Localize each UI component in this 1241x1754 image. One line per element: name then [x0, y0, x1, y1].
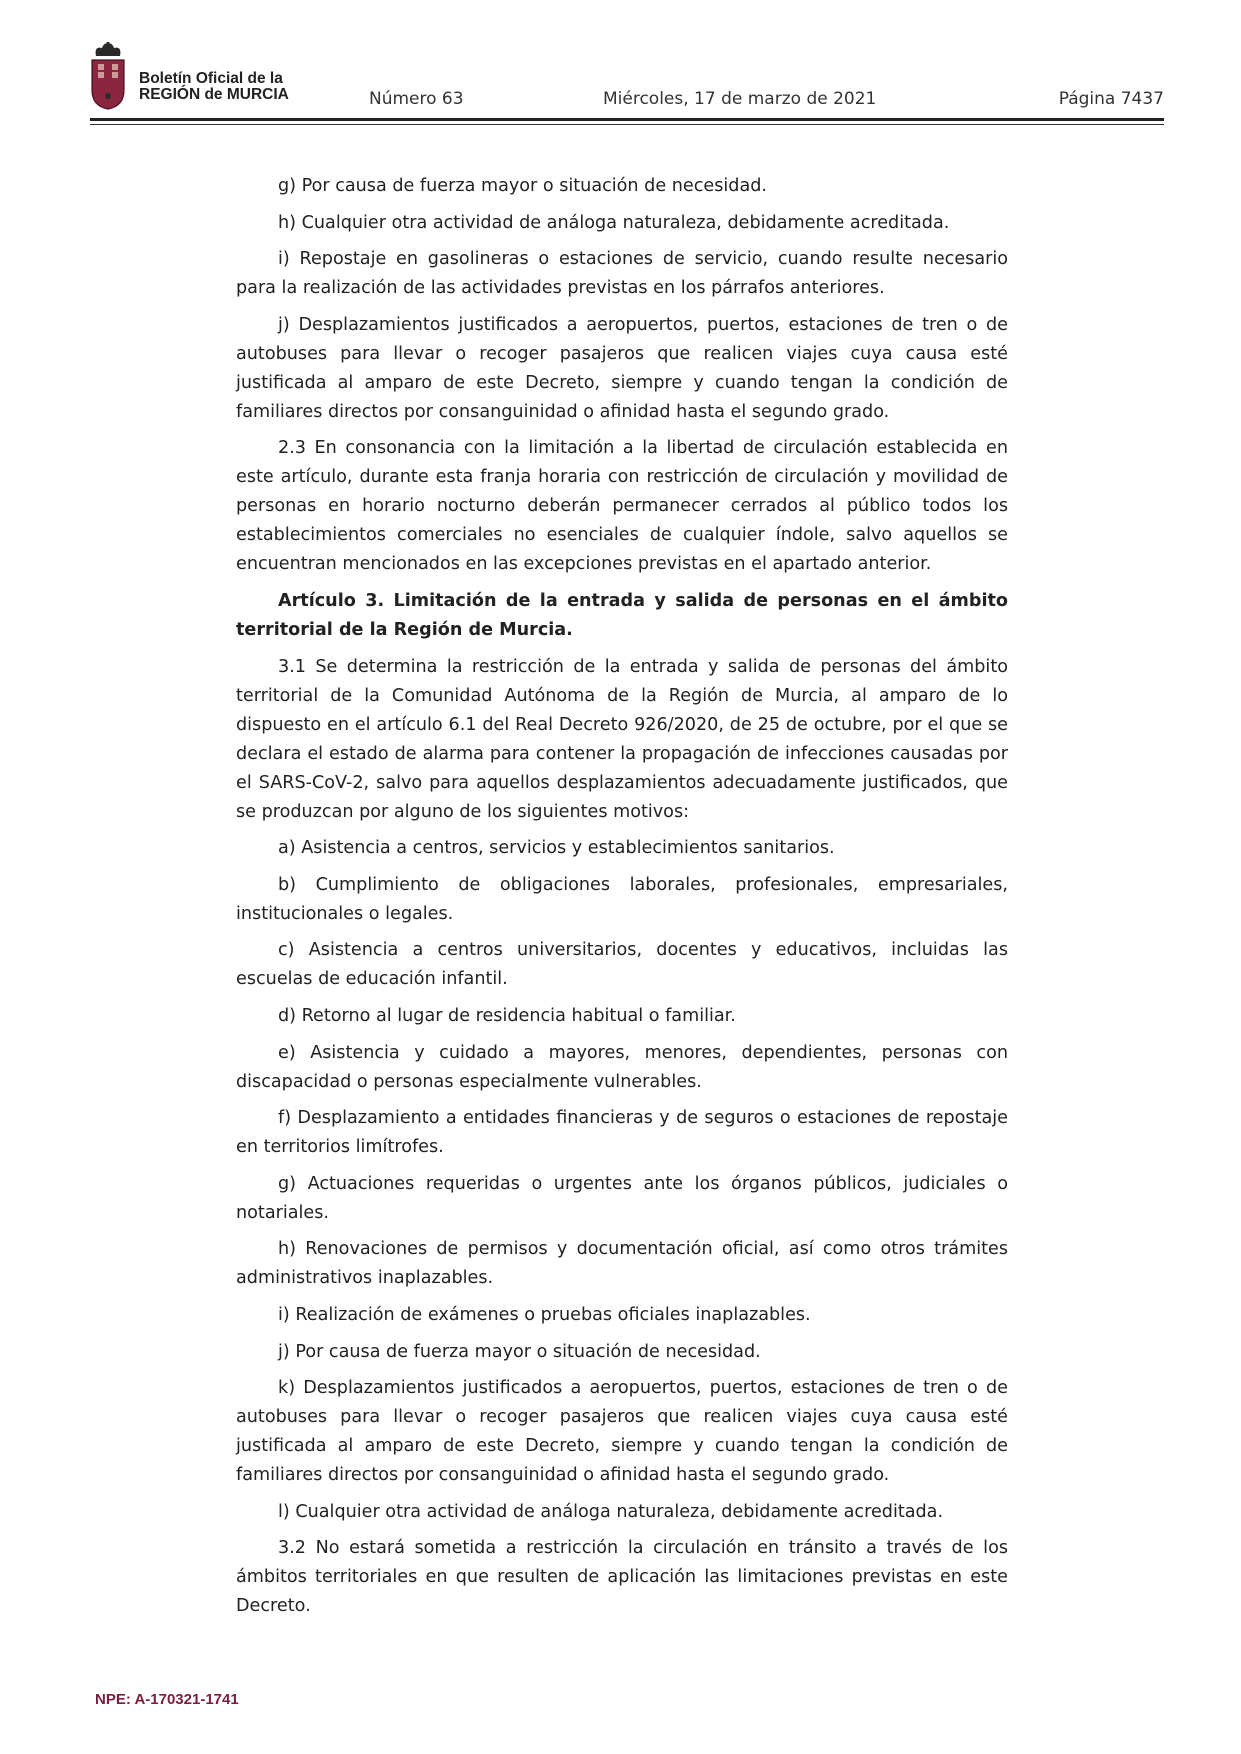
paragraph: l) Cualquier otra actividad de análoga naturaleza, debidamente acreditada.	[278, 1501, 944, 1522]
header-rule-thick	[90, 118, 1164, 121]
issue-date: Miércoles, 17 de marzo de 2021	[603, 89, 877, 109]
paragraph: 2.3 En consonancia con la limitación a la libertad de circulación establecida en este artículo, durante esta franja horaria con restricción de circulación y movilidad de personas en horario nocturno deberán permanecer cerrados al público todos los establecimientos comerciales no esenciales de cualquier índole, salvo aquellos se encuentran mencionados en las excepciones previstas en el apartado anterior.	[236, 438, 1008, 575]
bulletin-brand	[139, 71, 289, 103]
brand-line-1: Boletín Oficial de la	[139, 70, 283, 87]
paragraph: c) Asistencia a centros universitarios, docentes y educativos, incluidas las escuelas de educación infantil.	[236, 940, 1008, 990]
paragraph: h) Renovaciones de permisos y documentación oficial, así como otros trámites administrativos inaplazables.	[236, 1239, 1008, 1289]
paragraph: a) Asistencia a centros, servicios y establecimientos sanitarios.	[278, 838, 835, 859]
paragraph: g) Por causa de fuerza mayor o situación de necesidad.	[278, 176, 767, 196]
paragraph: f) Desplazamiento a entidades financieras y de seguros o estaciones de repostaje en territorios limítrofes.	[236, 1108, 1008, 1158]
article-heading: Artículo 3. Limitación de la entrada y salida de personas en el ámbito territorial de la Región de Murcia.	[236, 590, 1008, 640]
paragraph: j) Por causa de fuerza mayor o situación de necesidad.	[278, 1341, 761, 1362]
paragraph: j) Desplazamientos justificados a aeropuertos, puertos, estaciones de tren o de autobuses para llevar o recoger pasajeros que realicen viajes cuya causa esté justificada al amparo de este Decreto, siempre y cuando tengan la condición de familiares directos por consanguinidad o afinidad hasta el segundo grado.	[236, 314, 1008, 422]
paragraph: 3.2 No estará sometida a restricción la circulación en tránsito a través de los ámbitos territoriales en que resulten de aplicación las limitaciones previstas en este Decreto.	[236, 1538, 1008, 1617]
paragraph: d) Retorno al lugar de residencia habitual o familiar.	[278, 1005, 736, 1026]
brand-line-2: REGIÓN de MURCIA	[139, 86, 289, 103]
paragraph: h) Cualquier otra actividad de análoga naturaleza, debidamente acreditada.	[278, 212, 950, 233]
paragraph: b) Cumplimiento de obligaciones laborales, profesionales, empresariales, institucionales o legales.	[236, 874, 1008, 924]
paragraph: g) Actuaciones requeridas o urgentes ante los órganos públicos, judiciales o notariales.	[236, 1173, 1008, 1223]
paragraph: i) Realización de exámenes o pruebas oficiales inaplazables.	[278, 1304, 811, 1325]
paragraph: e) Asistencia y cuidado a mayores, menores, dependientes, personas con discapacidad o personas especialmente vulnerables.	[236, 1042, 1008, 1092]
header-rule-thin	[90, 124, 1164, 125]
page-number: Página 7437	[1058, 89, 1164, 109]
coat-of-arms-icon	[90, 42, 126, 110]
npe-code: NPE: A-170321-1741	[95, 1691, 239, 1708]
paragraph: i) Repostaje en gasolineras o estaciones de servicio, cuando resulte necesario para la realización de las actividades previstas en los párrafos anteriores.	[236, 249, 1008, 299]
document-body	[236, 172, 1008, 1629]
issue-number: Número 63	[369, 89, 464, 109]
paragraph: k) Desplazamientos justificados a aeropuertos, puertos, estaciones de tren o de autobuses para llevar o recoger pasajeros que realicen viajes cuya causa esté justificada al amparo de este Decreto, siempre y cuando tengan la condición de familiares directos por consanguinidad o afinidad hasta el segundo grado.	[236, 1378, 1008, 1486]
paragraph: 3.1 Se determina la restricción de la entrada y salida de personas del ámbito territorial de la Comunidad Autónoma de la Región de Murcia, al amparo de lo dispuesto en el artículo 6.1 del Real Decreto 926/2020, de 25 de octubre, por el que se declara el estado de alarma para contener la propagación de infecciones causadas por el SARS-CoV-2, salvo para aquellos desplazamientos adecuadamente justificados, que se produzcan por alguno de los siguientes motivos:	[236, 656, 1008, 822]
